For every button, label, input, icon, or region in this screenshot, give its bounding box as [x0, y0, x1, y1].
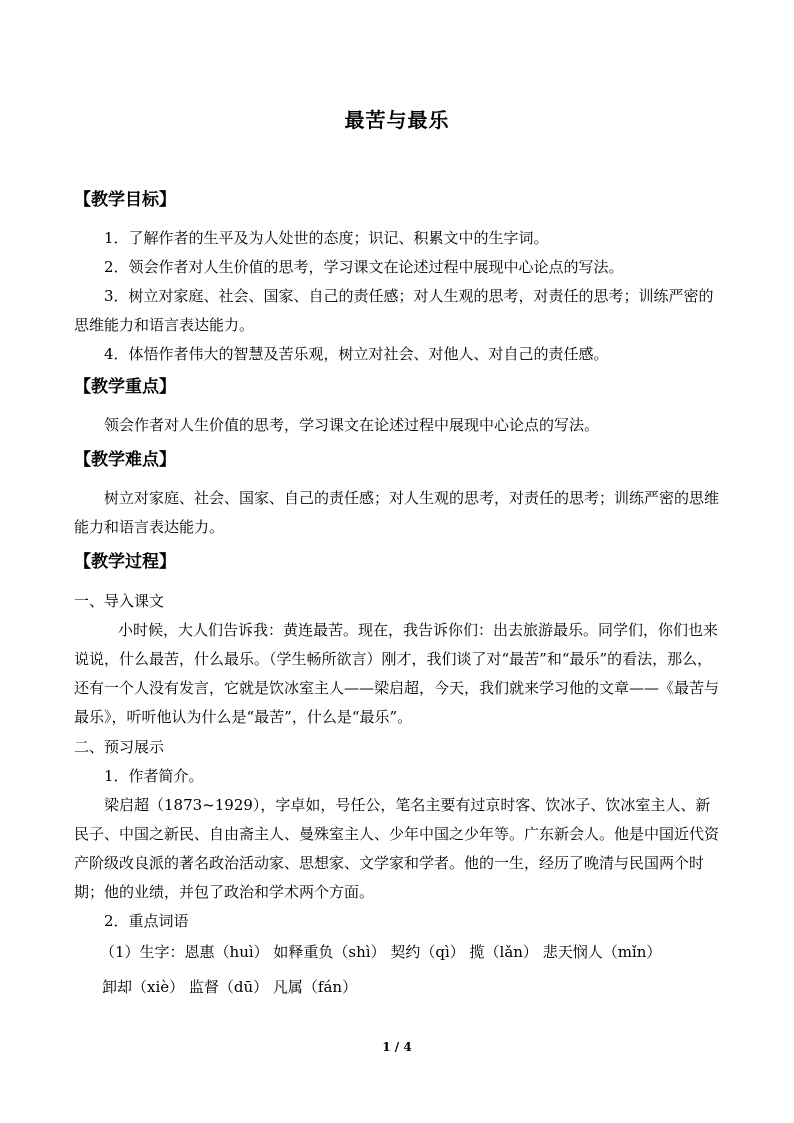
part2-title: 二、预习展示 [74, 738, 165, 756]
part1-text: 小时候，大人们告诉我：黄连最苦。现在，我告诉你们：出去旅游最乐。同学们，你们也来说说，什么最苦，什么最乐。（学生畅所欲言）刚才，我们谈了对“最苦”和“最乐”的看法，那么，还有一个人没有发言，它就是饮冰室主人——梁启超，今天，我们就来学习他的文章——《最苦与最乐》，听听他认为什么是“最苦”，什么是“最乐”。 [74, 621, 720, 726]
key-words-label: 2．重点词语 [104, 912, 189, 930]
key-words-line-1: （1）生字：恩惠（huì） 如释重负（shì） 契约（qì） 揽（lǎn） 悲天悯人（mǐn） [100, 943, 662, 961]
part1-title: 一、导入课文 [74, 592, 165, 610]
author-intro-label: 1．作者简介。 [104, 767, 204, 785]
heading-teaching-goals: 【教学目标】 [74, 190, 176, 210]
key-point-text: 领会作者对人生价值的思考，学习课文在论述过程中展现中心论点的写法。 [104, 416, 600, 434]
key-words-line-2: 卸却（xiè） 监督（dū） 凡属（fán） [102, 978, 358, 996]
document-body [74, 182, 722, 1002]
goal-item-4: 4．体悟作者伟大的智慧及苦乐观，树立对社会、对他人、对自己的责任感。 [104, 345, 609, 363]
document-title: 最苦与最乐 [344, 108, 450, 132]
difficult-point-text: 树立对家庭、社会、国家、自己的责任感；对人生观的思考，对责任的思考；训练严密的思维能力和语言表达能力。 [74, 489, 720, 536]
page-number: 1 / 4 [382, 1040, 412, 1054]
author-intro-text: 梁启超（1873~1929），字卓如，号任公，笔名主要有过京时客、饮冰子、饮冰室主人、新民子、中国之新民、自由斋主人、曼殊室主人、少年中国之少年等。广东新会人。他是中国近代资产阶级改良派的著名政治活动家、思想家、文学家和学者。他的一生，经历了晚清与民国两个时期；他的业绩，并包了政治和学术两个方面。 [74, 796, 720, 901]
heading-teaching-key: 【教学重点】 [74, 377, 176, 397]
goal-item-1: 1．了解作者的生平及为人处世的态度；识记、积累文中的生字词。 [104, 229, 549, 247]
heading-teaching-difficult: 【教学难点】 [74, 450, 176, 470]
goal-item-2: 2．领会作者对人生价值的思考，学习课文在论述过程中展现中心论点的写法。 [104, 258, 624, 276]
goal-item-3: 3．树立对家庭、社会、国家、自己的责任感；对人生观的思考，对责任的思考；训练严密的思维能力和语言表达能力。 [74, 287, 714, 334]
heading-teaching-process: 【教学过程】 [74, 552, 176, 572]
